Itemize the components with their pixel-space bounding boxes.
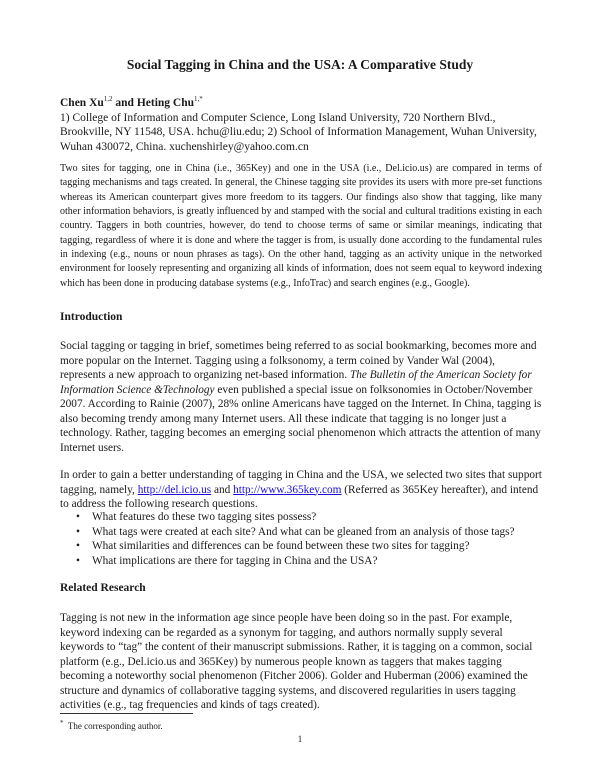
intro-paragraph-2 (60, 468, 542, 512)
intro-text: and (211, 483, 234, 496)
intro-text: In order to gain a better understanding of tagging in China and the USA, we selected two sites that support tagging, namely, (60, 469, 542, 496)
related-paragraph: Tagging is not new in the information age since people have been doing so in the past. For example, keyword indexing can be regarded as a synonym for tagging, and authors normally supply several keywords to “tag” the content of their manuscript submissions. Rather, it is tagging on a common, social platform (e.g., Del.icio.us and 365Key) by numerous people known as taggers that makes tagging becoming a noteworthy social phenomenon (Fitcher 2006). Golder and Huberman (2006) examined the structure and dynamics of collaborative tagging systems, and discovered regularities in users tagging activities (e.g., tag frequencies and kinds of tags created). (60, 612, 533, 711)
author-1-sup: 1,2 (103, 95, 113, 104)
link-365key[interactable]: http://www.365key.com (233, 483, 342, 496)
intro-text: Social tagging or tagging in brief, sometimes being referred to as social bookmarking, becomes more and more popular on the Internet. Tagging using a folksonomy, a term coined by Vander Wal (2004), represents a new approach to organizing net-based information. (60, 340, 537, 381)
intro-paragraph-1 (60, 339, 542, 455)
footnote-mark: * (60, 719, 64, 727)
related-heading: Related Research (60, 582, 146, 594)
research-questions (60, 510, 542, 568)
journal-title: The Bulletin of the American Society for Information Science &Technology (60, 369, 532, 396)
author-2-sup: 1,* (194, 95, 203, 104)
abstract: Two sites for tagging, one in China (i.e., 365Key) and one in the USA (i.e., Del.icio.us) are compared in terms of tagging mechanisms and tags created. In general, the Chinese tagging site provides its users with more pre-set functions whereas its American counterpart gives more freedom to its taggers. Our findings also show that tagging, like many other information behaviors, is greatly influenced by and stamped with the social and cultural traditions existing in each country. Taggers in both countries, however, do tend to choose terms of same or similar meanings, indicating that tagging, regardless of where it is done and where the tagger is from, is usually done according to the fundamental rules in indexing (e.g., nouns or noun phrases as tags). On the other hand, tagging as an activity unique in the networked environment for loosely representing and organizing all kinds of information, does not seem equal to keyword indexing which has been done in producing database systems (e.g., InfoTrac) and search engines (e.g., Google). (60, 163, 542, 289)
footnote-divider (60, 713, 193, 714)
author-2: and Heting Chu (115, 97, 195, 109)
author-1: Chen Xu (60, 97, 104, 109)
author-block (60, 96, 542, 154)
footnote (60, 721, 542, 731)
list-item: • What similarities and differences can be found between these two sites for tagging? (92, 539, 542, 554)
list-item: • What features do these two tagging sites possess? (92, 510, 542, 525)
link-delicious[interactable]: http://del.icio.us (137, 483, 212, 496)
intro-heading: Introduction (60, 311, 123, 323)
intro-text: even published a special issue on folksonomies in October/November 2007. According to Rainie (2007), 28% online Americans have tagged on the Internet. In China, tagging is also becoming trendy among many Internet users. All these indicate that tagging is no longer just a technology. Rather, tagging becomes an emerging social phenomenon which attracts the attention of many Internet users. (60, 383, 542, 454)
list-item: • What implications are there for tagging in China and the USA? (92, 554, 542, 569)
list-item: • What tags were created at each site? And what can be gleaned from an analysis of those tags? (92, 525, 542, 540)
affiliations: 1) College of Information and Computer Science, Long Island University, 720 Northern Blvd., Brookville, NY 11548, USA. hchu@liu.edu; 2) School of Information Management, Wuhan University, Wuhan 430072, China. xuchenshirley@yahoo.com.cn (60, 111, 537, 153)
paper-title: Social Tagging in China and the USA: A Comparative Study (126, 57, 474, 72)
page-number: 1 (297, 734, 303, 744)
intro-text: (Referred as 365Key hereafter), and intend to address the following research questions. (60, 483, 539, 510)
footnote-text: The corresponding author. (67, 721, 163, 731)
